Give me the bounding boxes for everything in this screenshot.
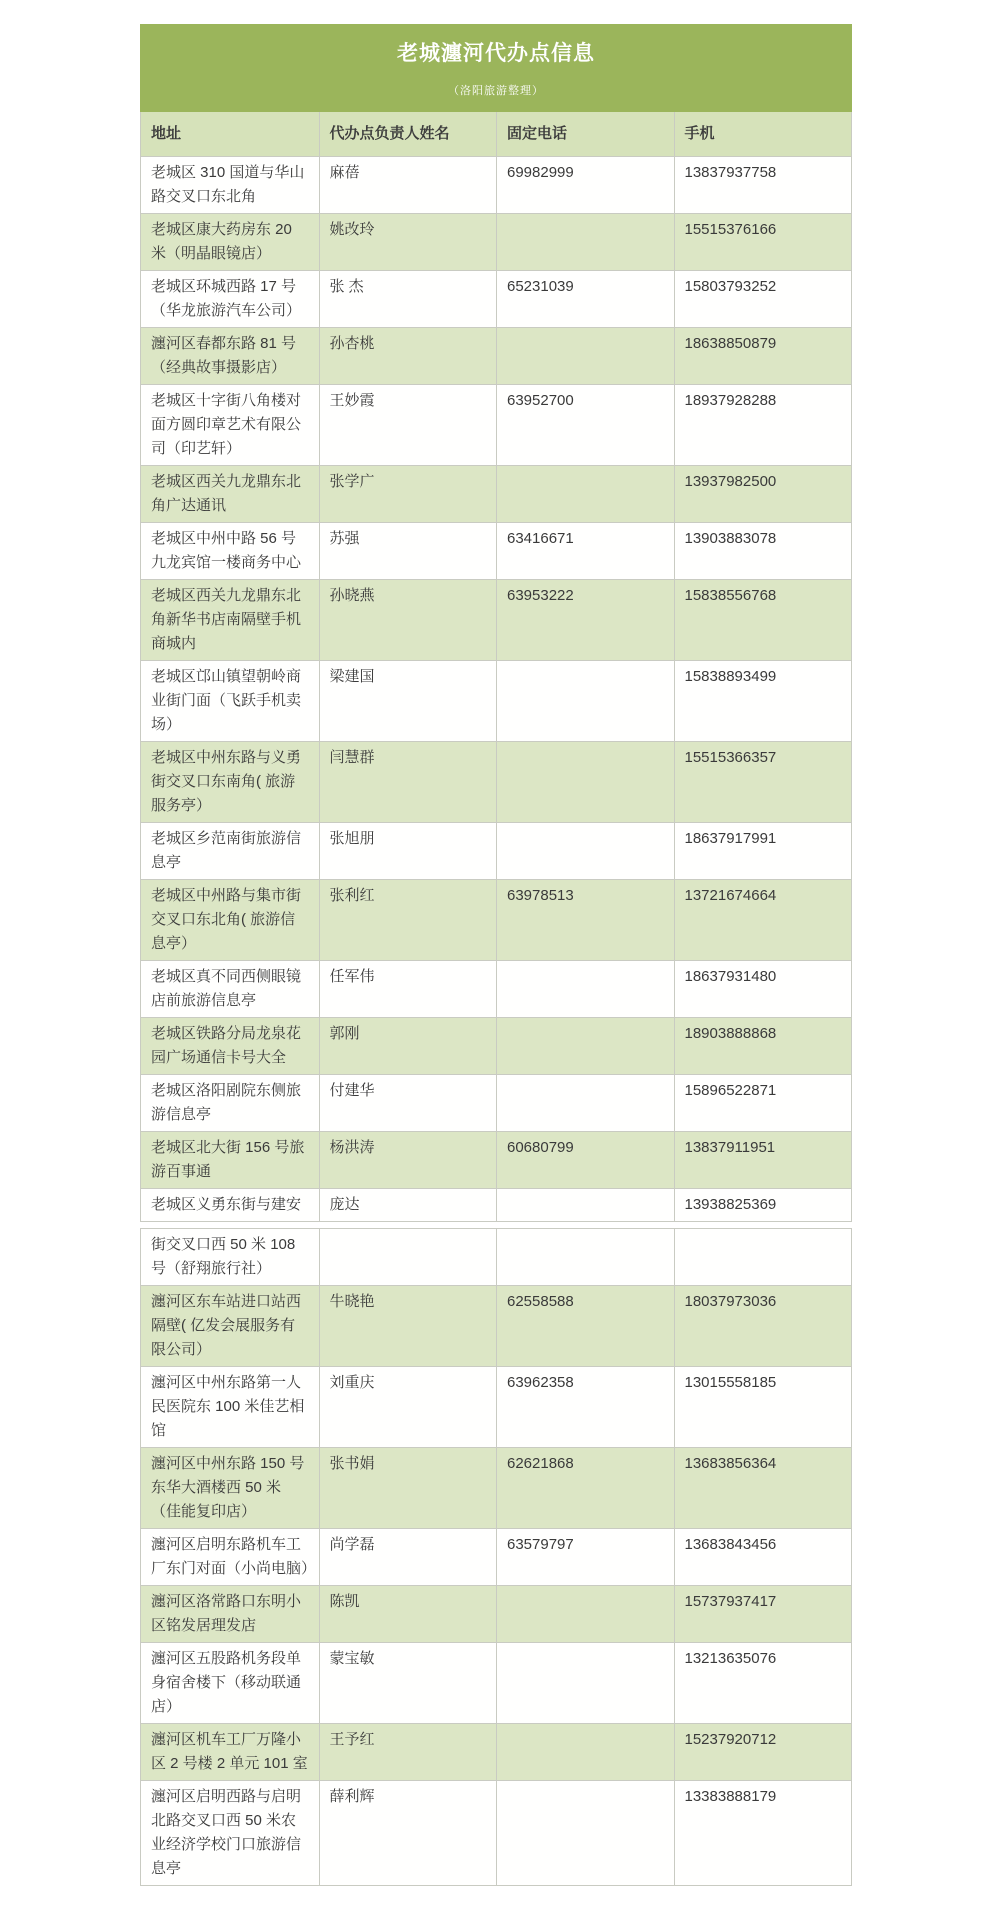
address-cell: 老城区 310 国道与华山路交叉口东北角 (151, 164, 305, 205)
address-cell: 瀍河区洛常路口东明小区铭发居理发店 (151, 1593, 302, 1634)
mobile-cell: 18637931480 (674, 961, 852, 1017)
table-row (140, 1447, 852, 1528)
mobile-cell (674, 1229, 852, 1285)
address-cell: 老城区十字街八角楼对面方圆印章艺术有限公司（印艺轩） (151, 392, 302, 457)
mobile-cell: 13937982500 (674, 466, 852, 522)
address-cell: 瀍河区中州东路 150 号东华大酒楼西 50 米（佳能复印店） (151, 1455, 305, 1520)
landline-cell (496, 328, 674, 384)
name-cell: 郭刚 (319, 1018, 497, 1074)
name-cell: 孙晓燕 (319, 580, 497, 660)
service-point-table (140, 24, 852, 1886)
mobile-cell: 15838893499 (674, 661, 852, 741)
address-cell: 瀍河区中州东路第一人民医院东 100 米佳艺相馆 (151, 1374, 305, 1439)
mobile-cell: 13837911951 (674, 1132, 852, 1188)
address-cell: 瀍河区春都东路 81 号（经典故事摄影店） (151, 335, 297, 376)
table-header-row (140, 112, 852, 156)
address-cell: 老城区铁路分局龙泉花园广场通信卡号大全 (151, 1025, 302, 1066)
name-cell: 刘重庆 (319, 1367, 497, 1447)
landline-cell (496, 214, 674, 270)
address-cell: 老城区中州东路与义勇街交叉口东南角( 旅游服务亭） (151, 749, 302, 814)
address-cell: 老城区康大药房东 20 米（明晶眼镜店） (151, 221, 292, 262)
name-cell: 付建华 (319, 1075, 497, 1131)
address-cell: 老城区环城西路 17 号（华龙旅游汽车公司） (151, 278, 302, 319)
address-cell: 瀍河区东车站进口站西隔壁( 亿发会展服务有限公司） (151, 1293, 302, 1358)
name-cell: 王妙霞 (319, 385, 497, 465)
landline-cell (496, 742, 674, 822)
mobile-cell: 15515376166 (674, 214, 852, 270)
address-cell: 老城区乡范南街旅游信息亭 (151, 830, 302, 871)
name-cell: 麻蓓 (319, 157, 497, 213)
mobile-cell: 13683856364 (674, 1448, 852, 1528)
table-row (140, 213, 852, 270)
mobile-cell: 18937928288 (674, 385, 852, 465)
mobile-cell: 15896522871 (674, 1075, 852, 1131)
address-cell: 瀍河区五股路机务段单身宿舍楼下（移动联通店） (151, 1650, 302, 1715)
mobile-cell: 15803793252 (674, 271, 852, 327)
landline-cell (496, 1781, 674, 1885)
name-cell: 梁建国 (319, 661, 497, 741)
address-cell: 瀍河区机车工厂万隆小区 2 号楼 2 单元 101 室 (151, 1731, 308, 1772)
table-row (140, 522, 852, 579)
landline-cell: 62558588 (496, 1286, 674, 1366)
mobile-cell: 18037973036 (674, 1286, 852, 1366)
name-cell: 陈凯 (319, 1586, 497, 1642)
mobile-cell: 18903888868 (674, 1018, 852, 1074)
table-row (140, 822, 852, 879)
mobile-cell: 13903883078 (674, 523, 852, 579)
landline-cell: 63952700 (496, 385, 674, 465)
address-cell: 老城区中州中路 56 号九龙宾馆一楼商务中心 (151, 530, 302, 571)
name-cell: 张书娟 (319, 1448, 497, 1528)
landline-cell: 60680799 (496, 1132, 674, 1188)
landline-cell: 63416671 (496, 523, 674, 579)
landline-cell: 69982999 (496, 157, 674, 213)
table-row (140, 327, 852, 384)
name-cell: 闫慧群 (319, 742, 497, 822)
address-cell: 老城区义勇东街与建安 (151, 1196, 302, 1213)
mobile-cell: 18637917991 (674, 823, 852, 879)
address-cell: 瀍河区启明东路机车工厂东门对面（小尚电脑） (151, 1536, 317, 1577)
address-cell: 老城区中州路与集市街交叉口东北角( 旅游信息亭） (151, 887, 302, 952)
col-header-mobile: 手机 (674, 112, 852, 156)
landline-cell (496, 823, 674, 879)
table-row (140, 384, 852, 465)
name-cell: 牛晓艳 (319, 1286, 497, 1366)
table-row (140, 1366, 852, 1447)
page-subtitle: （洛阳旅游整理） (448, 85, 544, 97)
landline-cell: 63962358 (496, 1367, 674, 1447)
name-cell: 任军伟 (319, 961, 497, 1017)
address-cell: 街交叉口西 50 米 108 号（舒翔旅行社） (151, 1236, 296, 1277)
mobile-cell: 13721674664 (674, 880, 852, 960)
address-cell: 老城区洛阳剧院东侧旅游信息亭 (151, 1082, 302, 1123)
mobile-cell: 15515366357 (674, 742, 852, 822)
name-cell (319, 1229, 497, 1285)
page-title: 老城瀍河代办点信息 (397, 42, 595, 65)
table-row (140, 879, 852, 960)
mobile-cell: 13837937758 (674, 157, 852, 213)
name-cell: 尚学磊 (319, 1529, 497, 1585)
table-row (140, 660, 852, 741)
landline-cell: 63953222 (496, 580, 674, 660)
table-row (140, 1131, 852, 1188)
table-row (140, 156, 852, 213)
landline-cell: 62621868 (496, 1448, 674, 1528)
landline-cell (496, 961, 674, 1017)
address-cell: 老城区邙山镇望朝岭商业街门面（飞跃手机卖场） (151, 668, 302, 733)
landline-cell: 63579797 (496, 1529, 674, 1585)
table-row (140, 1780, 852, 1886)
table-row (140, 1228, 852, 1285)
landline-cell (496, 466, 674, 522)
table-row (140, 1017, 852, 1074)
table-title-block (140, 24, 852, 112)
table-body (140, 156, 852, 1886)
col-header-landline: 固定电话 (496, 112, 674, 156)
name-cell: 孙杏桃 (319, 328, 497, 384)
name-cell: 张学广 (319, 466, 497, 522)
address-cell: 老城区西关九龙鼎东北角广达通讯 (151, 473, 302, 514)
name-cell: 张旭朋 (319, 823, 497, 879)
address-cell: 老城区西关九龙鼎东北角新华书店南隔壁手机商城内 (151, 587, 302, 652)
name-cell: 姚改玲 (319, 214, 497, 270)
name-cell: 苏强 (319, 523, 497, 579)
name-cell: 王予红 (319, 1724, 497, 1780)
table-row (140, 1642, 852, 1723)
address-cell: 老城区真不同西侧眼镜店前旅游信息亭 (151, 968, 302, 1009)
landline-cell (496, 661, 674, 741)
col-header-manager-name: 代办点负责人姓名 (319, 112, 497, 156)
landline-cell (496, 1229, 674, 1285)
mobile-cell: 15237920712 (674, 1724, 852, 1780)
table-row (140, 741, 852, 822)
table-row (140, 1188, 852, 1222)
name-cell: 张 杰 (319, 271, 497, 327)
table-row (140, 465, 852, 522)
landline-cell (496, 1586, 674, 1642)
landline-cell: 63978513 (496, 880, 674, 960)
table-row (140, 1585, 852, 1642)
col-header-address: 地址 (151, 125, 182, 142)
table-row (140, 579, 852, 660)
mobile-cell: 18638850879 (674, 328, 852, 384)
name-cell: 张利红 (319, 880, 497, 960)
name-cell: 薛利辉 (319, 1781, 497, 1885)
table-row (140, 270, 852, 327)
table-row (140, 1285, 852, 1366)
landline-cell (496, 1724, 674, 1780)
landline-cell (496, 1018, 674, 1074)
address-cell: 瀍河区启明西路与启明北路交叉口西 50 米农业经济学校门口旅游信息亭 (151, 1788, 302, 1877)
mobile-cell: 13213635076 (674, 1643, 852, 1723)
mobile-cell: 13938825369 (674, 1189, 852, 1221)
mobile-cell: 15737937417 (674, 1586, 852, 1642)
landline-cell (496, 1075, 674, 1131)
name-cell: 庞达 (319, 1189, 497, 1221)
table-row (140, 1723, 852, 1780)
landline-cell: 65231039 (496, 271, 674, 327)
landline-cell (496, 1643, 674, 1723)
mobile-cell: 13015558185 (674, 1367, 852, 1447)
name-cell: 蒙宝敏 (319, 1643, 497, 1723)
table-row (140, 1528, 852, 1585)
table-row (140, 1074, 852, 1131)
landline-cell (496, 1189, 674, 1221)
mobile-cell: 13683843456 (674, 1529, 852, 1585)
name-cell: 杨洪涛 (319, 1132, 497, 1188)
mobile-cell: 13383888179 (674, 1781, 852, 1885)
table-row (140, 960, 852, 1017)
mobile-cell: 15838556768 (674, 580, 852, 660)
address-cell: 老城区北大街 156 号旅游百事通 (151, 1139, 305, 1180)
